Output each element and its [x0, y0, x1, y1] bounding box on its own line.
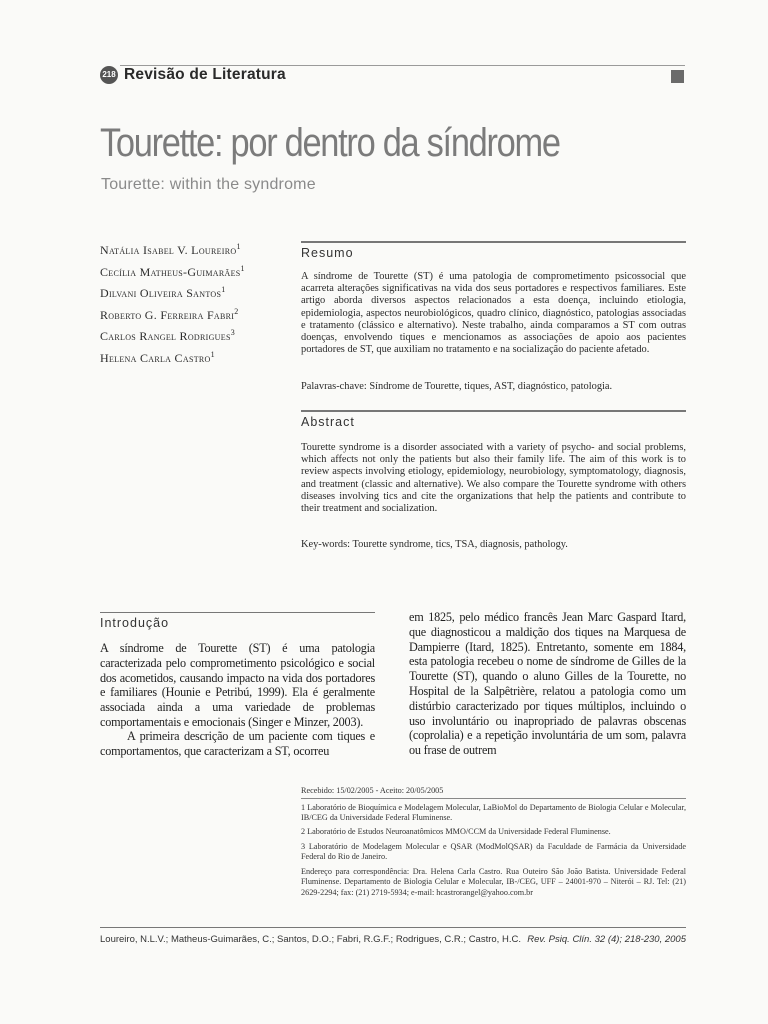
author: Helena Carla Castro$^1$	[100, 349, 215, 365]
resumo-heading: Resumo	[301, 246, 354, 260]
footer-journal: Rev. Psiq. Clín. 32 (4); 218-230, 2005	[527, 934, 686, 945]
article-title: Tourette: por dentro da síndrome	[100, 121, 560, 165]
resumo-rule	[301, 241, 686, 243]
intro-column-2: em 1825, pelo médico francês Jean Marc Gaspard Itard, que diagnosticou a maldição dos tiques na Marquesa de Dampierre (Itard, 1825). Entretanto, somente em 1884, esta patologia recebeu o nome de síndrome de Gilles de la Tourette (ST), quando o aluno Gilles de la Tourette, no Hospital de la Salpêtrière, relatou a patologia como um distúrbio caracterizado por tiques múltiplos, incluindo o uso involuntário ou inapropriado de palavras obscenas (coprolalia) e a repetição involuntária de um som, palavra ou frase de outrem	[409, 610, 686, 758]
section-title: Revisão de Literatura	[124, 66, 286, 83]
footer-citation: Loureiro, N.L.V.; Matheus-Guimarães, C.; Santos, D.O.; Fabri, R.G.F.; Rodrigues, C.R.; Castro, H.C.	[100, 934, 521, 945]
footer-rule	[100, 927, 686, 928]
author-list	[100, 238, 290, 367]
resumo-keywords: Palavras-chave: Síndrome de Tourette, tiques, AST, diagnóstico, patologia.	[301, 381, 613, 392]
footnote: 1 Laboratório de Bioquímica e Modelagem Molecular, LaBioMol do Departamento de Biologia Celular e Molecular, IB/CEG da Universidade Federal Fluminense.	[301, 803, 686, 823]
received-date: Recebido: 15/02/2005 - Aceito: 20/05/2005	[301, 786, 444, 795]
abstract-keywords: Key-words: Tourette syndrome, tics, TSA, diagnosis, pathology.	[301, 539, 568, 550]
author: Natália Isabel V. Loureiro$^1$	[100, 242, 241, 257]
footnote: 3 Laboratório de Modelagem Molecular e QSAR (ModMolQSAR) da Faculdade de Farmácia da Universidade Federal do Rio de Janeiro.	[301, 842, 686, 862]
abstract-heading: Abstract	[301, 415, 355, 429]
intro-rule	[100, 612, 375, 613]
author: Dilvani Oliveira Santos$^1$	[100, 285, 226, 300]
abstract-rule	[301, 410, 686, 412]
author: Carlos Rangel Rodrigues$^3$	[100, 328, 236, 343]
abstract-text: Tourette syndrome is a disorder associated with a variety of psycho- and social problems, which affects not only the patients but also their family life. The aim of this work is to review aspects involving etiology, epidemiology, neurobiology, symptomatology, diagnosis, and treatment (classic and alternative). We also compare the Tourette syndrome with others diseases involving tics and cite the organizations that help the patients and contribute to their treatment and socialization.	[301, 442, 686, 515]
author: Roberto G. Ferreira Fabri$^2$	[100, 306, 239, 322]
corner-square-decoration	[671, 70, 684, 83]
intro-heading: Introdução	[100, 616, 170, 630]
article-subtitle: Tourette: within the syndrome	[101, 176, 316, 193]
intro-paragraph-1: A síndrome de Tourette (ST) é uma patologia caracterizada pelo comprometimento psicológico e social dos acometidos, causando impacto na vida dos portadores e familiares (Hounie e Petribú, 1999). Ela é geralmente associada ainda a uma variedade de problemas comportamentais e emocionais (Singer e Minzer, 2003).	[100, 641, 375, 729]
page-number-badge: 218	[100, 66, 118, 84]
resumo-text: A síndrome de Tourette (ST) é uma patologia de comprometimento psicossocial que acarreta alterações significativas na vida dos seus portadores e respectivos familiares. Este artigo aborda diversos aspectos relacionados a esta doença, incluindo etiologia, epidemiologia, aspectos neurobiológicos, quadro clínico, diagnóstico, patologias associadas e tratamento (clássico e alternativo). Neste trabalho, ainda comparamos a ST com outras doenças, envolvendo tiques e mencionamos as associações de apoio aos pacientes portadores de ST, que auxiliam no tratamento e na socialização do paciente afetado.	[301, 271, 686, 356]
footnote: 2 Laboratório de Estudos Neuroanatômicos MMO/CCM da Universidade Federal Fluminense.	[301, 827, 611, 836]
author: Cecília Matheus-Guimarães$^1$	[100, 263, 245, 279]
footnote-rule	[301, 798, 686, 799]
correspondence-address: Endereço para correspondência: Dra. Helena Carla Castro. Rua Outeiro São João Batista. Universidade Federal Fluminense. Departamento de Biologia Celular e Molecular, IB-/CEG, UFF – 24001-970 – Niterói – RJ. Tel: (21) 2629-2294; fax: (21) 2719-5934; e-mail: hcastrorangel@yahoo.com.br	[301, 867, 686, 897]
intro-paragraph-2: A primeira descrição de um paciente com tiques e comportamentos, que caracterizam a ST, ocorreu	[100, 729, 375, 758]
